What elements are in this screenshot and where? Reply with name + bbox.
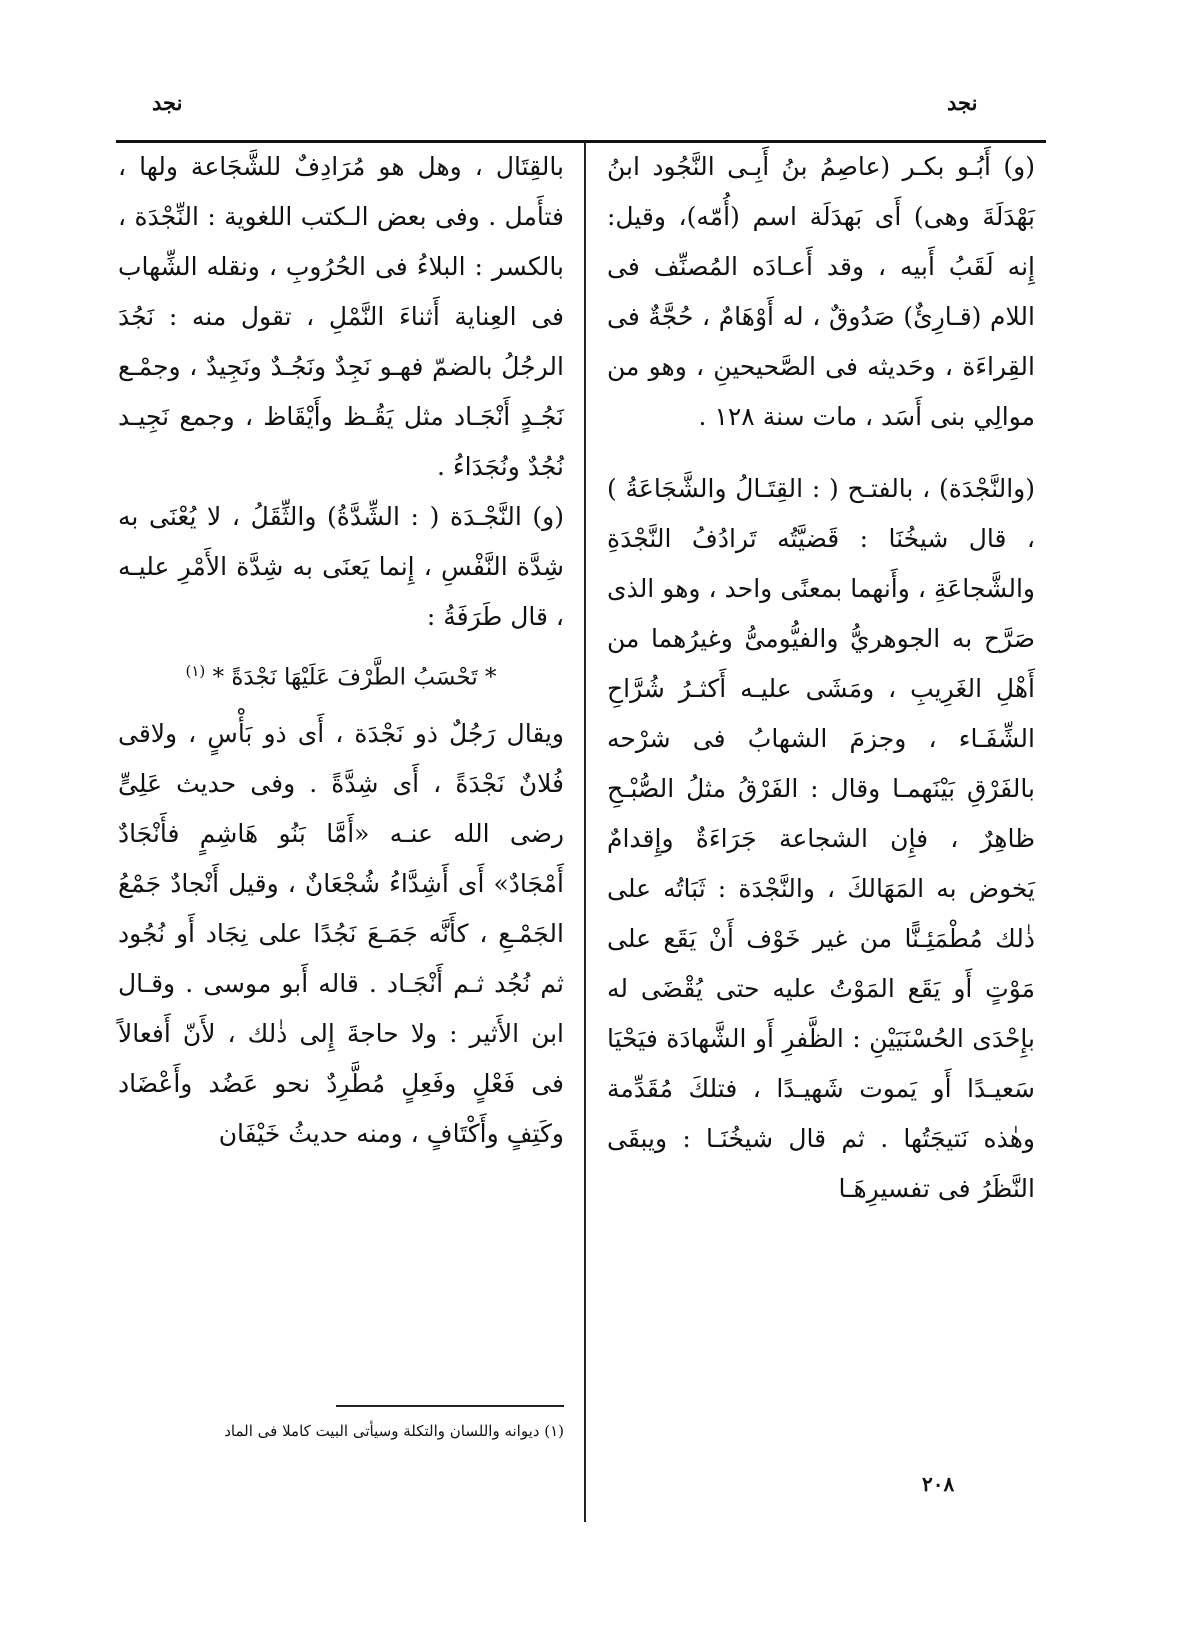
footnote-rule xyxy=(336,1405,564,1407)
page-number: ٢٠٨ xyxy=(922,1472,955,1496)
entry-paragraph: بالقِتَال ، وهل هو مُرَادِفٌ للشَّجَاعة ولها ، فتأَمل . وفى بعض الـكتب اللغوية : النِّجْدَة ، بالكسر : البلاءُ فى الحُرُوبِ ، ونقله الشِّهاب فى العِناية أَثناءَ النَّمْلِ ، تقول منه : نَجُدَ الرجُلُ بالضمّ فهـو نَجِدٌ ونَجُـدٌ ونَجِيدٌ ، وجمْـع نَجُـدٍ أَنْجَـاد مثل يَقُـظ وأَيْقَاظ ، وجمع نَجِيـد نُجُدٌ ونُجَدَاءُ . xyxy=(118,152,564,481)
entry-paragraph: (و) أَبُـو بكـر (عاصِمُ بنُ أَبِـى النَّجُود ابنُ بَهْدَلَةَ وهى) أَى بَهدَلَة اسم (أُمّه)، وقيل: إِنه لَقَبُ أَبيه ، وقد أَعـادَه المُصنِّف فى اللام (قـارِئٌ) صَدُوقٌ ، له أَوْهَامٌ ، حُجَّةٌ فى القِراءَة ، وحَديثه فى الصَّحيحينِ ، وهو من موالِي بنى أَسَد ، مات سنة ١٢٨ . xyxy=(607,152,1035,431)
footnote: (١) ديوانه واللسان والتكلة وسيأتى البيت كاملا فى الماد xyxy=(224,1422,564,1440)
entry-paragraph: (والنَّجْدَة) ، بالفتـح ( : القِتَـالُ والشَّجَاعَةُ ) ، قال شيخُنَا : قَضيَّتُه تَرادُفُ النَّجْدَةِ والشَّجاعَةِ ، وأَنهما بمعنًى واحد ، وهو الذى صَرَّح به الجوهريُّ والفيُّومىُّ وغيرُهما من أَهْلِ الغَرِيبِ ، ومَشَى عليـه أَكثـرُ شُرَّاحِ الشِّفَـاء ، وجزمَ الشهابُ فى شرْحه بالفَرْقِ بَيْنَهمـا وقال : الفَرْقُ مثلُ الصُّبْـحِ ظاهِرٌ ، فإِن الشجاعة جَرَاءَةٌ وإِقدامٌ يَخوض به المَهَالكَ ، والنَّجْدَة : ثَبَاتُه على ذٰلك مُطْمَئِـنًّا من غير خَوْف أَنْ يَقَع على مَوْتٍ أَو يَقَع المَوْتُ عليه حتى يُقْضَى له بإِحْدَى الحُسْنَيَيْنِ : الظَّفرِ أَو الشَّهادَة فيَحْيَا سَعيـدًا أَو يَموت شَهيـدًا ، فتلكَ مُقَدِّمة وهٰذه نَتيجَتُها . ثم قال شيخُنَـا : ويبقَى النَّظَرُ فى تفسيرِهَـا xyxy=(607,474,1035,1203)
entry-paragraph: (و) النَّجْـدَة ( : الشِّدَّةُ) والثِّقَلُ ، لا يُعْنَى به شِدَّة النَّفْسِ ، إِنما يَعنَى به شِدَّة الأَمْرِ عليـه ، قال طَرَفَةُ : xyxy=(118,502,564,631)
footnote-ref: (١) xyxy=(185,662,206,680)
left-column xyxy=(118,142,564,1159)
entry-paragraph: ويقال رَجُلٌ ذو نَجْدَة ، أَى ذو بَأْسٍ ، ولاقى فُلانٌ نَجْدَةً ، أَى شِدَّةً . وفى حديث عَلِىٍّ رضى الله عنـه «أَمَّا بَنُو هَاشِمٍ فأَنْجَادٌ أَمْجَادٌ» أَى أَشِدَّاءُ شُجْعَانٌ ، وقيل أَنْجادٌ جَمْعُ الجَمْـعِ ، كأَنَّه جَمَـعَ نَجُدًا على نِجَاد أَو نُجُود ثم نُجُد ثـم أَنْجَـاد . قاله أَبو موسى . وقـال ابن الأَثير : ولا حاجةَ إِلى ذٰلك ، لأَنّ أَفعالاً فى فَعْلٍ وفَعِلٍ مُطَّرِدٌ نحو عَضُد وأَعْضَاد وكَتِفٍ وأَكْتَافٍ ، ومنه حديثُ خَيْفَان xyxy=(118,718,565,1148)
running-head-right: نجد xyxy=(947,90,978,115)
running-head-left: نجد xyxy=(152,90,183,115)
right-column xyxy=(607,142,1035,1214)
poetry-verse xyxy=(118,648,564,701)
verse-text: * تَحْسَبُ الطَّرْفَ عَلَيْهَا نَجْدَةً * xyxy=(212,664,497,691)
column-divider xyxy=(584,142,586,1522)
